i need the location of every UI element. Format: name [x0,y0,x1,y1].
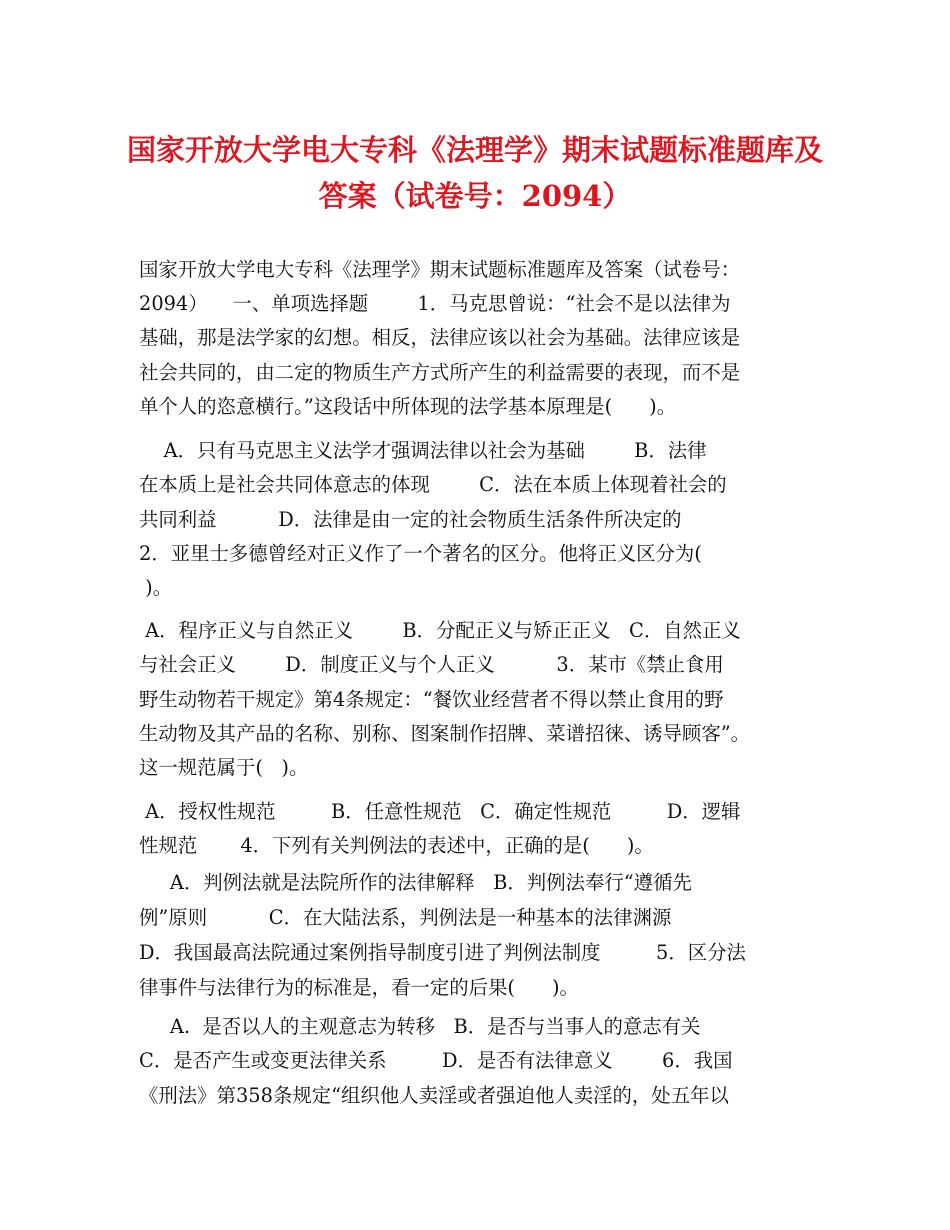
body-line: 生动物及其产品的名称、别称、图案制作招牌、菜谱招徕、诱导顾客”。 [139,722,751,745]
body-line: 单个人的恣意横行。”这段话中所体现的法学基本原理是( )。 [139,395,677,418]
body-line: 这一规范属于( )。 [139,756,309,779]
body-line: 野生动物若干规定》第4条规定：“餐饮业经营者不得以禁止食用的野 [139,688,724,711]
body-line: C．是否产生或变更法律关系 D．是否有法律意义 6．我国 [139,1049,733,1072]
body-line: 国家开放大学电大专科《法理学》期末试题标准题库及答案（试卷号： [139,258,741,281]
body-line: 《刑法》第358条规定“组织他人卖淫或者强迫他人卖淫的，处五年以 [139,1084,729,1107]
document-title-line-2: 答案（试卷号：2094） [318,179,632,213]
body-line: 社会共同的，由二定的物质生产方式所产生的利益需要的表现，而不是 [139,361,741,384]
body-line: 共同利益 D．法律是由一定的社会物质生活条件所决定的 [139,508,682,531]
body-line: 律事件与法律行为的标准是，看一定的后果( )。 [139,976,579,999]
body-line: 与社会正义 D．制度正义与个人正义 3．某市《禁止食用 [139,653,724,676]
body-line: D．我国最高法院通过案例指导制度引进了判例法制度 5．区分法 [139,941,746,964]
body-line: A. 是否以人的主观意志为转移 B．是否与当事人的意志有关 [139,1015,701,1038]
body-line: 在本质上是社会共同体意志的体现 C．法在本质上体现着社会的 [139,473,727,496]
body-line: A．程序正义与自然正义 B．分配正义与矫正正义 C．自然正义 [139,619,741,642]
document-title-line-1: 国家开放大学电大专科《法理学》期末试题标准题库及 [126,133,823,167]
body-line: 例”原则 C．在大陆法系，判例法是一种基本的法律渊源 [139,906,672,929]
body-line: 2．亚里士多德曾经对正义作了一个著名的区分。他将正义区分为( [139,542,702,565]
body-line: A．只有马克思主义法学才强调法律以社会为基础 B．法律 [139,439,707,462]
body-line: A．判例法就是法院所作的法律解释 B．判例法奉行“遵循先 [139,871,692,894]
body-line: 基础，那是法学家的幻想。相反，法律应该以社会为基础。法律应该是 [139,326,741,349]
body-line: 2094） 一、单项选择题 1．马克思曾说：“社会不是以法律为 [139,292,731,315]
body-line: )。 [139,576,173,599]
body-line: A．授权性规范 B．任意性规范 C．确定性规范 D．逻辑 [139,800,741,823]
body-line: 性规范 4．下列有关判例法的表述中，正确的是( )。 [139,834,654,857]
